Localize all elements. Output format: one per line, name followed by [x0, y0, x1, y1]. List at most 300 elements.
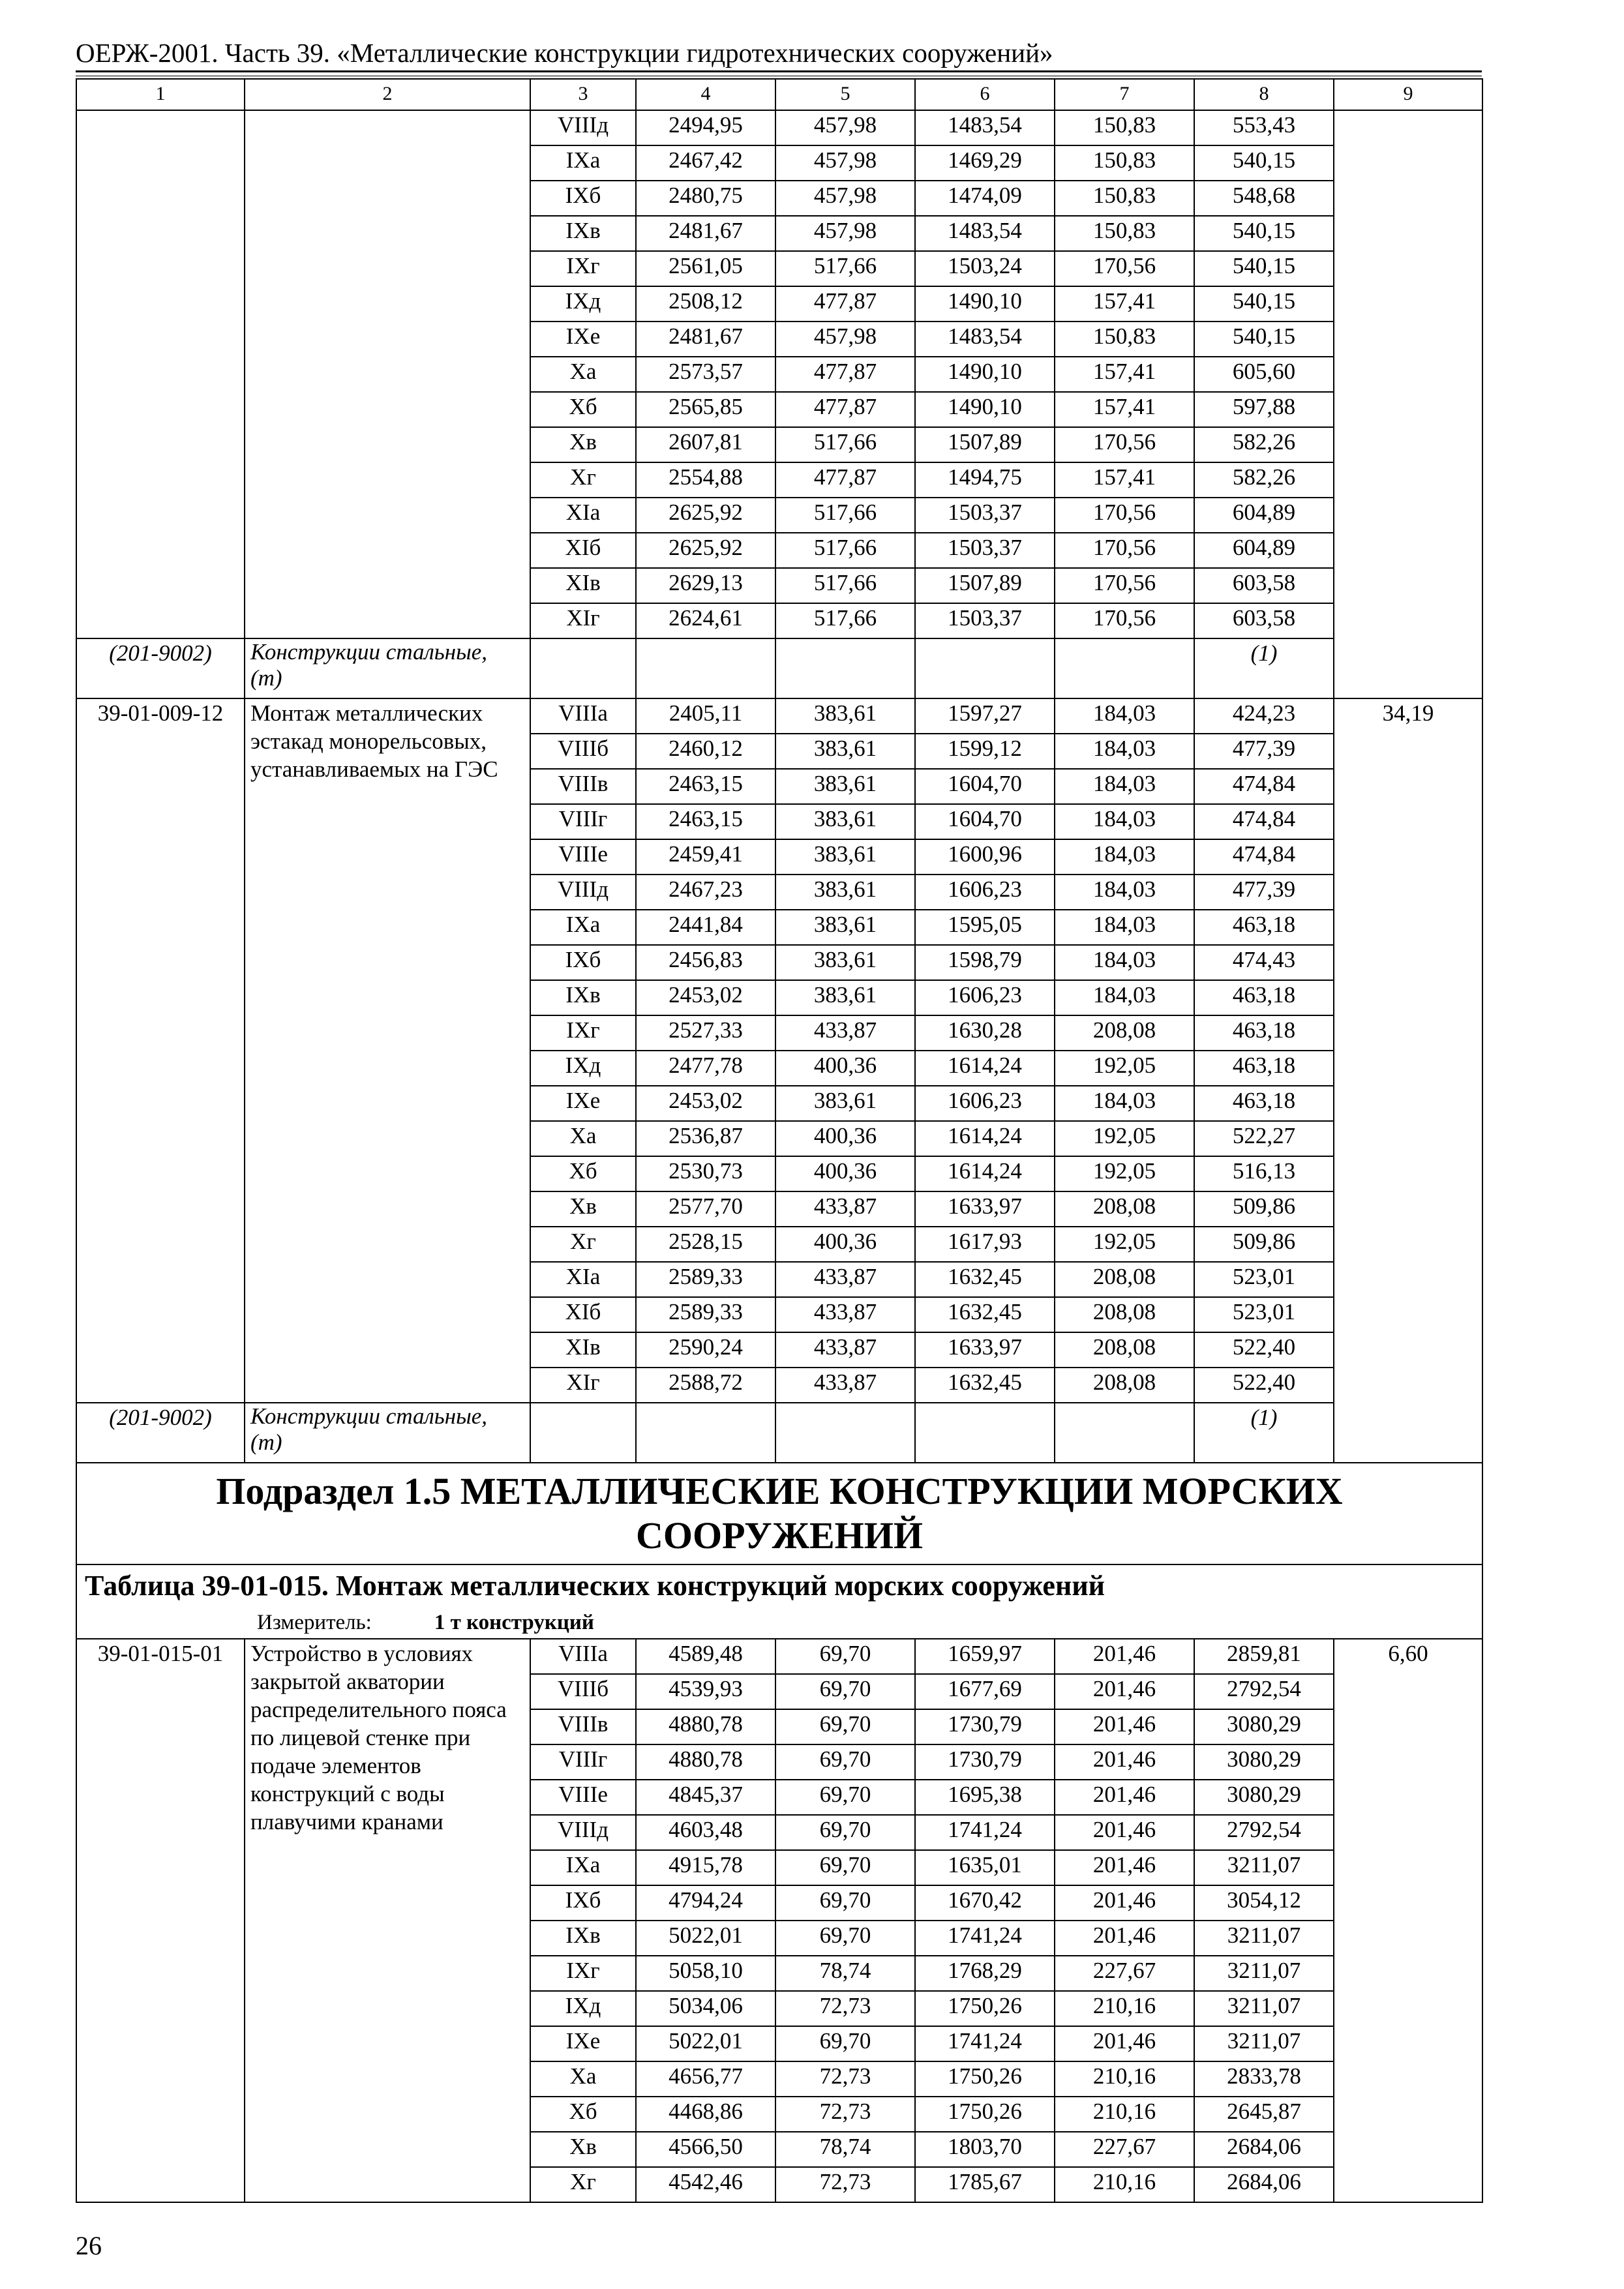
value-cell: 2456,83 [636, 945, 775, 980]
value-cell: 2833,78 [1194, 2061, 1334, 2097]
price-zone-cell: VIIIд [530, 1815, 636, 1850]
price-zone-cell: VIIIe [530, 1780, 636, 1815]
value-cell: 522,40 [1194, 1332, 1334, 1368]
value-cell: 1503,37 [915, 498, 1055, 533]
value-cell: 517,66 [775, 498, 915, 533]
value-cell: 1633,97 [915, 1191, 1055, 1227]
value-cell: 2536,87 [636, 1121, 775, 1156]
price-zone-cell: XIб [530, 1297, 636, 1332]
value-cell: 4539,93 [636, 1674, 775, 1709]
value-cell: 2463,15 [636, 769, 775, 804]
section-row [76, 1463, 1482, 1564]
value-cell: 201,46 [1055, 1885, 1194, 1921]
value-cell: 201,46 [1055, 1709, 1194, 1744]
value-cell: 517,66 [775, 568, 915, 603]
value-cell: 383,61 [775, 945, 915, 980]
empty-cell [775, 1403, 915, 1463]
value-cell: 170,56 [1055, 251, 1194, 286]
value-cell: 2792,54 [1194, 1674, 1334, 1709]
value-cell: 457,98 [775, 145, 915, 181]
value-cell: 2859,81 [1194, 1639, 1334, 1674]
section-title: Подраздел 1.5 МЕТАЛЛИЧЕСКИЕ КОНСТРУКЦИИ МОРСКИХ СООРУЖЕНИЙ [76, 1463, 1482, 1564]
price-zone-cell: Xa [530, 2061, 636, 2097]
value-cell: 5022,01 [636, 2026, 775, 2061]
value-cell: 3080,29 [1194, 1780, 1334, 1815]
value-cell: 192,05 [1055, 1227, 1194, 1262]
value-cell: 78,74 [775, 2132, 915, 2167]
resource-code: (201-9002) [76, 1403, 245, 1463]
value-cell: 150,83 [1055, 322, 1194, 357]
value-cell: 1614,24 [915, 1121, 1055, 1156]
value-cell: 192,05 [1055, 1156, 1194, 1191]
value-cell: 170,56 [1055, 568, 1194, 603]
price-zone-cell: IXб [530, 181, 636, 216]
value-cell: 201,46 [1055, 1780, 1194, 1815]
value-cell: 477,87 [775, 462, 915, 498]
value-cell: 1474,09 [915, 181, 1055, 216]
value-cell: 2480,75 [636, 181, 775, 216]
value-cell: 523,01 [1194, 1297, 1334, 1332]
value-cell: 3080,29 [1194, 1709, 1334, 1744]
value-cell: 2528,15 [636, 1227, 775, 1262]
value-cell: 457,98 [775, 322, 915, 357]
value-cell: 4589,48 [636, 1639, 775, 1674]
page-header: ОЕРЖ-2001. Часть 39. «Металлические конструкции гидротехнических сооружений» [76, 38, 1053, 68]
value-cell: 400,36 [775, 1156, 915, 1191]
value-cell: 192,05 [1055, 1051, 1194, 1086]
col9-cell [1334, 110, 1482, 698]
value-cell: 517,66 [775, 427, 915, 462]
price-zone-cell: IXe [530, 322, 636, 357]
table-title-row [76, 1564, 1482, 1609]
value-cell: 4915,78 [636, 1850, 775, 1885]
table-row [76, 110, 1482, 145]
value-cell: 2527,33 [636, 1015, 775, 1051]
value-cell: 2453,02 [636, 980, 775, 1015]
price-zone-cell: XIв [530, 568, 636, 603]
col-number: 9 [1334, 79, 1482, 110]
value-cell: 424,23 [1194, 698, 1334, 734]
value-cell: 1785,67 [915, 2167, 1055, 2202]
value-cell: 2577,70 [636, 1191, 775, 1227]
value-cell: 540,15 [1194, 286, 1334, 322]
value-cell: 210,16 [1055, 2061, 1194, 2097]
value-cell: 2624,61 [636, 603, 775, 638]
value-cell: 201,46 [1055, 1921, 1194, 1956]
value-cell: 157,41 [1055, 462, 1194, 498]
value-cell: 69,70 [775, 1639, 915, 1674]
price-zone-cell: XIб [530, 533, 636, 568]
value-cell: 184,03 [1055, 839, 1194, 875]
value-cell: 400,36 [775, 1051, 915, 1086]
value-cell: 2684,06 [1194, 2132, 1334, 2167]
value-cell: 184,03 [1055, 945, 1194, 980]
price-zone-cell: Xв [530, 1191, 636, 1227]
value-cell: 210,16 [1055, 1991, 1194, 2026]
value-cell: 477,87 [775, 357, 915, 392]
value-cell: 2463,15 [636, 804, 775, 839]
value-cell: 383,61 [775, 875, 915, 910]
price-zone-cell: VIIIa [530, 698, 636, 734]
value-cell: 4603,48 [636, 1815, 775, 1850]
value-cell: 1490,10 [915, 357, 1055, 392]
empty-cell [636, 1403, 775, 1463]
price-zone-cell: Xa [530, 357, 636, 392]
value-cell: 201,46 [1055, 1815, 1194, 1850]
empty-cell [530, 1403, 636, 1463]
price-zone-cell: Xa [530, 1121, 636, 1156]
value-cell: 1599,12 [915, 734, 1055, 769]
value-cell: 1635,01 [915, 1850, 1055, 1885]
resource-code: (201-9002) [76, 638, 245, 698]
value-cell: 2405,11 [636, 698, 775, 734]
value-cell: 383,61 [775, 698, 915, 734]
column-number-row [76, 79, 1482, 110]
empty-cell [915, 638, 1055, 698]
value-cell: 474,43 [1194, 945, 1334, 980]
price-zone-cell: IXд [530, 1051, 636, 1086]
value-cell: 1490,10 [915, 392, 1055, 427]
value-cell: 477,39 [1194, 734, 1334, 769]
value-cell: 1606,23 [915, 1086, 1055, 1121]
value-cell: 72,73 [775, 2097, 915, 2132]
value-cell: 2590,24 [636, 1332, 775, 1368]
value-cell: 157,41 [1055, 392, 1194, 427]
resource-value: (1) [1194, 1403, 1334, 1463]
value-cell: 1598,79 [915, 945, 1055, 980]
price-zone-cell: XIa [530, 498, 636, 533]
col-number: 5 [775, 79, 915, 110]
value-cell: 201,46 [1055, 2026, 1194, 2061]
price-zone-cell: IXa [530, 1850, 636, 1885]
price-zone-cell: Xг [530, 1227, 636, 1262]
value-cell: 69,70 [775, 1885, 915, 1921]
value-cell: 184,03 [1055, 804, 1194, 839]
price-zone-cell: IXб [530, 1885, 636, 1921]
value-cell: 1730,79 [915, 1744, 1055, 1780]
value-cell: 582,26 [1194, 462, 1334, 498]
price-zone-cell: VIIIa [530, 1639, 636, 1674]
value-cell: 1741,24 [915, 1921, 1055, 1956]
col9-cell: 34,19 [1334, 698, 1482, 1463]
value-cell: 78,74 [775, 1956, 915, 1991]
price-zone-cell: IXг [530, 1956, 636, 1991]
value-cell: 463,18 [1194, 1051, 1334, 1086]
value-cell: 69,70 [775, 1850, 915, 1885]
unit-label: Измеритель: [257, 1611, 372, 1634]
value-cell: 2554,88 [636, 462, 775, 498]
value-cell: 1604,70 [915, 804, 1055, 839]
value-cell: 201,46 [1055, 1674, 1194, 1709]
price-zone-cell: IXв [530, 216, 636, 251]
value-cell: 170,56 [1055, 533, 1194, 568]
price-zone-cell: XIг [530, 1368, 636, 1403]
value-cell: 3054,12 [1194, 1885, 1334, 1921]
value-cell: 1507,89 [915, 427, 1055, 462]
value-cell: 433,87 [775, 1332, 915, 1368]
value-cell: 1677,69 [915, 1674, 1055, 1709]
value-cell: 2460,12 [636, 734, 775, 769]
value-cell: 3211,07 [1194, 2026, 1334, 2061]
value-cell: 2508,12 [636, 286, 775, 322]
value-cell: 463,18 [1194, 1086, 1334, 1121]
value-cell: 603,58 [1194, 603, 1334, 638]
value-cell: 1490,10 [915, 286, 1055, 322]
table-row [76, 698, 1482, 734]
value-cell: 208,08 [1055, 1262, 1194, 1297]
value-cell: 474,84 [1194, 769, 1334, 804]
value-cell: 69,70 [775, 1921, 915, 1956]
value-cell: 184,03 [1055, 698, 1194, 734]
price-zone-cell: VIIIe [530, 839, 636, 875]
value-cell: 1597,27 [915, 698, 1055, 734]
value-cell: 1750,26 [915, 1991, 1055, 2026]
value-cell: 2441,84 [636, 910, 775, 945]
empty-cell [1055, 638, 1194, 698]
price-zone-cell: VIIIб [530, 734, 636, 769]
value-cell: 157,41 [1055, 357, 1194, 392]
value-cell: 170,56 [1055, 427, 1194, 462]
price-zone-cell: Xг [530, 2167, 636, 2202]
value-cell: 2494,95 [636, 110, 775, 145]
value-cell: 1695,38 [915, 1780, 1055, 1815]
resource-value: (1) [1194, 638, 1334, 698]
value-cell: 383,61 [775, 734, 915, 769]
value-cell: 383,61 [775, 1086, 915, 1121]
value-cell: 1503,37 [915, 533, 1055, 568]
unit-cell [76, 1609, 1482, 1639]
value-cell: 509,86 [1194, 1227, 1334, 1262]
value-cell: 1633,97 [915, 1332, 1055, 1368]
value-cell: 1604,70 [915, 769, 1055, 804]
col-number: 6 [915, 79, 1055, 110]
value-cell: 1600,96 [915, 839, 1055, 875]
price-zone-cell: IXб [530, 945, 636, 980]
value-cell: 4794,24 [636, 1885, 775, 1921]
value-cell: 597,88 [1194, 392, 1334, 427]
value-cell: 1632,45 [915, 1262, 1055, 1297]
value-cell: 72,73 [775, 2167, 915, 2202]
value-cell: 522,27 [1194, 1121, 1334, 1156]
price-zone-cell: VIIIд [530, 110, 636, 145]
value-cell: 457,98 [775, 216, 915, 251]
price-zone-cell: IXв [530, 980, 636, 1015]
value-cell: 1614,24 [915, 1051, 1055, 1086]
value-cell: 69,70 [775, 1780, 915, 1815]
value-cell: 433,87 [775, 1015, 915, 1051]
price-zone-cell: IXд [530, 286, 636, 322]
value-cell: 2607,81 [636, 427, 775, 462]
price-zone-cell: Xб [530, 1156, 636, 1191]
value-cell: 157,41 [1055, 286, 1194, 322]
value-cell: 72,73 [775, 2061, 915, 2097]
price-zone-cell: VIIIв [530, 769, 636, 804]
value-cell: 2588,72 [636, 1368, 775, 1403]
value-cell: 2684,06 [1194, 2167, 1334, 2202]
value-cell: 4845,37 [636, 1780, 775, 1815]
value-cell: 540,15 [1194, 322, 1334, 357]
value-cell: 72,73 [775, 1991, 915, 2026]
price-zone-cell: IXв [530, 1921, 636, 1956]
price-zone-cell: Xб [530, 392, 636, 427]
price-zone-cell: IXг [530, 251, 636, 286]
price-zone-cell: Xб [530, 2097, 636, 2132]
value-cell: 3211,07 [1194, 1991, 1334, 2026]
value-cell: 69,70 [775, 2026, 915, 2061]
value-cell: 2459,41 [636, 839, 775, 875]
value-cell: 1632,45 [915, 1368, 1055, 1403]
value-cell: 227,67 [1055, 2132, 1194, 2167]
price-zone-cell: IXe [530, 2026, 636, 2061]
value-cell: 184,03 [1055, 875, 1194, 910]
value-cell: 474,84 [1194, 839, 1334, 875]
value-cell: 150,83 [1055, 110, 1194, 145]
price-zone-cell: VIIIд [530, 875, 636, 910]
value-cell: 1483,54 [915, 110, 1055, 145]
value-cell: 208,08 [1055, 1015, 1194, 1051]
value-cell: 2530,73 [636, 1156, 775, 1191]
rate-code-cell: 39-01-015-01 [76, 1639, 245, 2202]
resource-name: Конструкции стальные, (т) [245, 1403, 530, 1463]
value-cell: 210,16 [1055, 2097, 1194, 2132]
value-cell: 523,01 [1194, 1262, 1334, 1297]
value-cell: 463,18 [1194, 1015, 1334, 1051]
value-cell: 201,46 [1055, 1639, 1194, 1674]
table-body [76, 79, 1482, 2202]
value-cell: 383,61 [775, 980, 915, 1015]
value-cell: 604,89 [1194, 498, 1334, 533]
value-cell: 1730,79 [915, 1709, 1055, 1744]
value-cell: 3211,07 [1194, 1956, 1334, 1991]
value-cell: 540,15 [1194, 216, 1334, 251]
value-cell: 604,89 [1194, 533, 1334, 568]
value-cell: 548,68 [1194, 181, 1334, 216]
rate-code-cell [76, 110, 245, 638]
value-cell: 463,18 [1194, 910, 1334, 945]
value-cell: 433,87 [775, 1368, 915, 1403]
empty-cell [636, 638, 775, 698]
value-cell: 184,03 [1055, 734, 1194, 769]
value-cell: 400,36 [775, 1227, 915, 1262]
value-cell: 2625,92 [636, 533, 775, 568]
value-cell: 477,87 [775, 392, 915, 427]
price-zone-cell: VIIIг [530, 1744, 636, 1780]
empty-cell [1055, 1403, 1194, 1463]
header-rule-thick [76, 70, 1482, 72]
value-cell: 69,70 [775, 1674, 915, 1709]
value-cell: 383,61 [775, 769, 915, 804]
rate-description-cell: Устройство в условиях закрытой акватории распределительного пояса по лицевой стенке при подаче элементов конструкций с воды плавучими кранами [245, 1639, 530, 2202]
value-cell: 5058,10 [636, 1956, 775, 1991]
value-cell: 582,26 [1194, 427, 1334, 462]
price-zone-cell: IXa [530, 145, 636, 181]
value-cell: 1670,42 [915, 1885, 1055, 1921]
price-zone-cell: XIв [530, 1332, 636, 1368]
unit-row [76, 1609, 1482, 1639]
value-cell: 477,39 [1194, 875, 1334, 910]
value-cell: 69,70 [775, 1815, 915, 1850]
col-number: 3 [530, 79, 636, 110]
value-cell: 2629,13 [636, 568, 775, 603]
value-cell: 400,36 [775, 1121, 915, 1156]
col9-cell: 6,60 [1334, 1639, 1482, 2202]
value-cell: 522,40 [1194, 1368, 1334, 1403]
value-cell: 170,56 [1055, 498, 1194, 533]
value-cell: 1469,29 [915, 145, 1055, 181]
value-cell: 477,87 [775, 286, 915, 322]
value-cell: 4566,50 [636, 2132, 775, 2167]
rate-code-cell: 39-01-009-12 [76, 698, 245, 1403]
value-cell: 208,08 [1055, 1191, 1194, 1227]
value-cell: 184,03 [1055, 769, 1194, 804]
value-cell: 2565,85 [636, 392, 775, 427]
value-cell: 3211,07 [1194, 1850, 1334, 1885]
value-cell: 184,03 [1055, 980, 1194, 1015]
value-cell: 1503,24 [915, 251, 1055, 286]
value-cell: 605,60 [1194, 357, 1334, 392]
price-zone-cell: IXд [530, 1991, 636, 2026]
price-zone-cell: Xг [530, 462, 636, 498]
value-cell: 170,56 [1055, 603, 1194, 638]
value-cell: 509,86 [1194, 1191, 1334, 1227]
price-zone-cell: IXa [530, 910, 636, 945]
rate-description-cell: Монтаж металлических эстакад монорельсовых, устанавливаемых на ГЭС [245, 698, 530, 1403]
value-cell: 150,83 [1055, 145, 1194, 181]
col-number: 4 [636, 79, 775, 110]
value-cell: 3080,29 [1194, 1744, 1334, 1780]
price-zone-cell: XIг [530, 603, 636, 638]
value-cell: 192,05 [1055, 1121, 1194, 1156]
value-cell: 383,61 [775, 910, 915, 945]
value-cell: 383,61 [775, 839, 915, 875]
resource-row [76, 1403, 1482, 1463]
price-zone-cell: IXг [530, 1015, 636, 1051]
empty-cell [530, 638, 636, 698]
value-cell: 1803,70 [915, 2132, 1055, 2167]
value-cell: 516,13 [1194, 1156, 1334, 1191]
col-number: 8 [1194, 79, 1334, 110]
rate-description-cell [245, 110, 530, 638]
value-cell: 2467,42 [636, 145, 775, 181]
value-cell: 1768,29 [915, 1956, 1055, 1991]
unit-value: 1 т конструкций [434, 1611, 594, 1634]
value-cell: 5034,06 [636, 1991, 775, 2026]
empty-cell [915, 1403, 1055, 1463]
value-cell: 553,43 [1194, 110, 1334, 145]
col-number: 7 [1055, 79, 1194, 110]
page-number: 26 [76, 2231, 102, 2260]
value-cell: 2589,33 [636, 1262, 775, 1297]
value-cell: 4656,77 [636, 2061, 775, 2097]
value-cell: 433,87 [775, 1191, 915, 1227]
value-cell: 1503,37 [915, 603, 1055, 638]
value-cell: 150,83 [1055, 181, 1194, 216]
col-number: 1 [76, 79, 245, 110]
value-cell: 1595,05 [915, 910, 1055, 945]
value-cell: 4880,78 [636, 1744, 775, 1780]
value-cell: 2481,67 [636, 216, 775, 251]
price-zone-cell: Xв [530, 427, 636, 462]
value-cell: 150,83 [1055, 216, 1194, 251]
price-zone-cell: Xв [530, 2132, 636, 2167]
price-zone-cell: VIIIб [530, 1674, 636, 1709]
value-cell: 2467,23 [636, 875, 775, 910]
value-cell: 208,08 [1055, 1332, 1194, 1368]
value-cell: 184,03 [1055, 910, 1194, 945]
value-cell: 474,84 [1194, 804, 1334, 839]
value-cell: 1741,24 [915, 1815, 1055, 1850]
value-cell: 2645,87 [1194, 2097, 1334, 2132]
